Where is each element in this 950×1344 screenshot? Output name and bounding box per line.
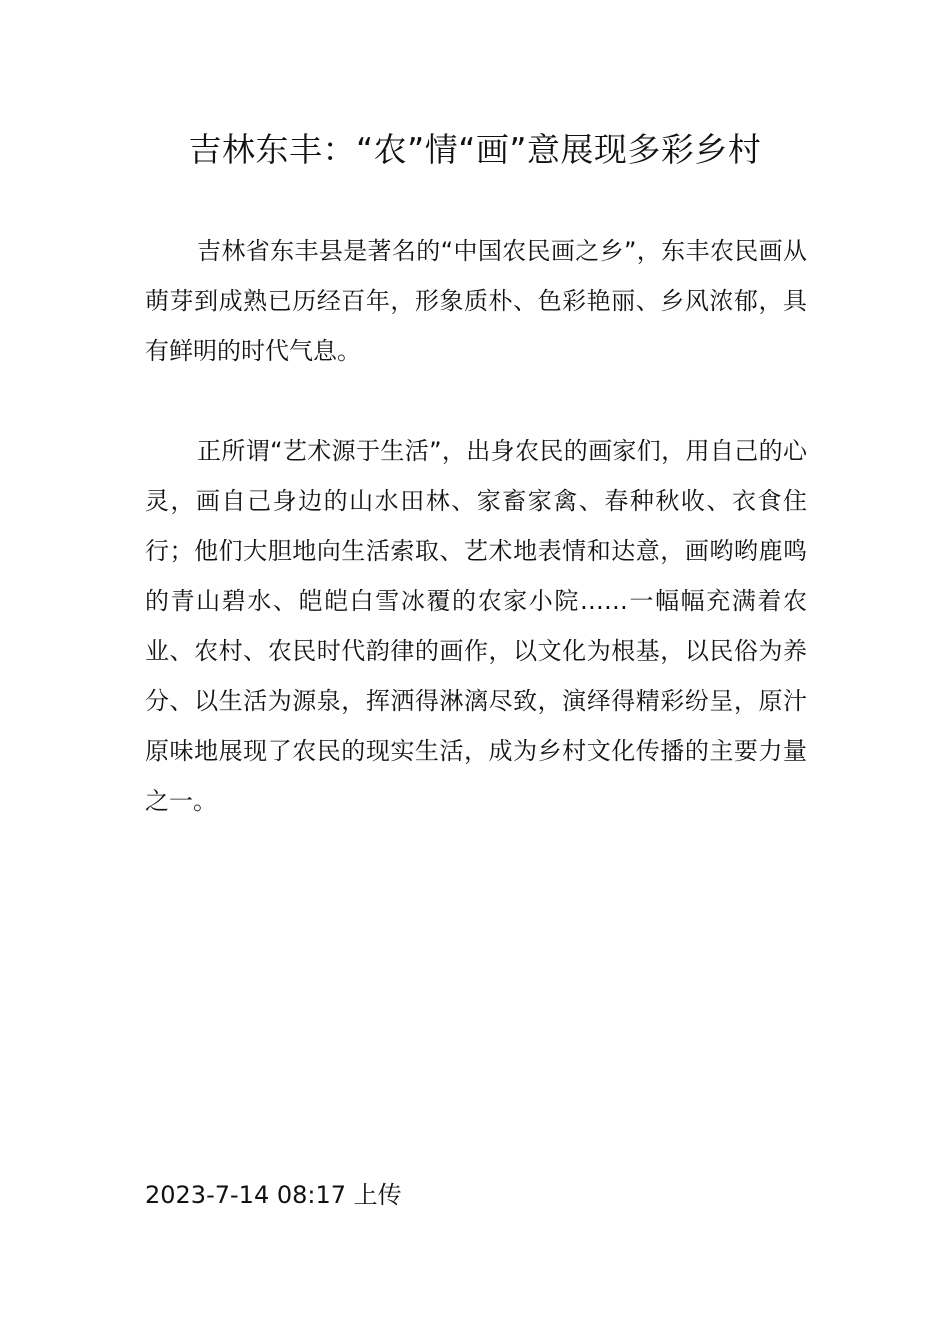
- page-title: 吉林东丰：“农”情“画”意展现多彩乡村: [188, 130, 762, 169]
- paragraph-intro: 吉林省东丰县是著名的“中国农民画之乡”，东丰农民画从萌芽到成熟已历经百年，形象质朴、色彩艳丽、乡风浓郁，具有鲜明的时代气息。: [145, 237, 807, 365]
- paragraph-body: 正所谓“艺术源于生活”，出身农民的画家们，用自己的心灵，画自己身边的山水田林、家畜家禽、春种秋收、衣食住行；他们大胆地向生活索取、艺术地表情和达意，画哟哟鹿鸣的青山碧水、皑皑白雪冰覆的农家小院……一幅幅充满着农业、农村、农民时代韵律的画作，以文化为根基，以民俗为养分、以生活为源泉，挥洒得淋漓尽致，演绎得精彩纷呈，原汁原味地展现了农民的现实生活，成为乡村文化传播的主要力量之一。: [145, 437, 807, 815]
- upload-timestamp: 2023-7-14 08:17 上传: [145, 1181, 402, 1209]
